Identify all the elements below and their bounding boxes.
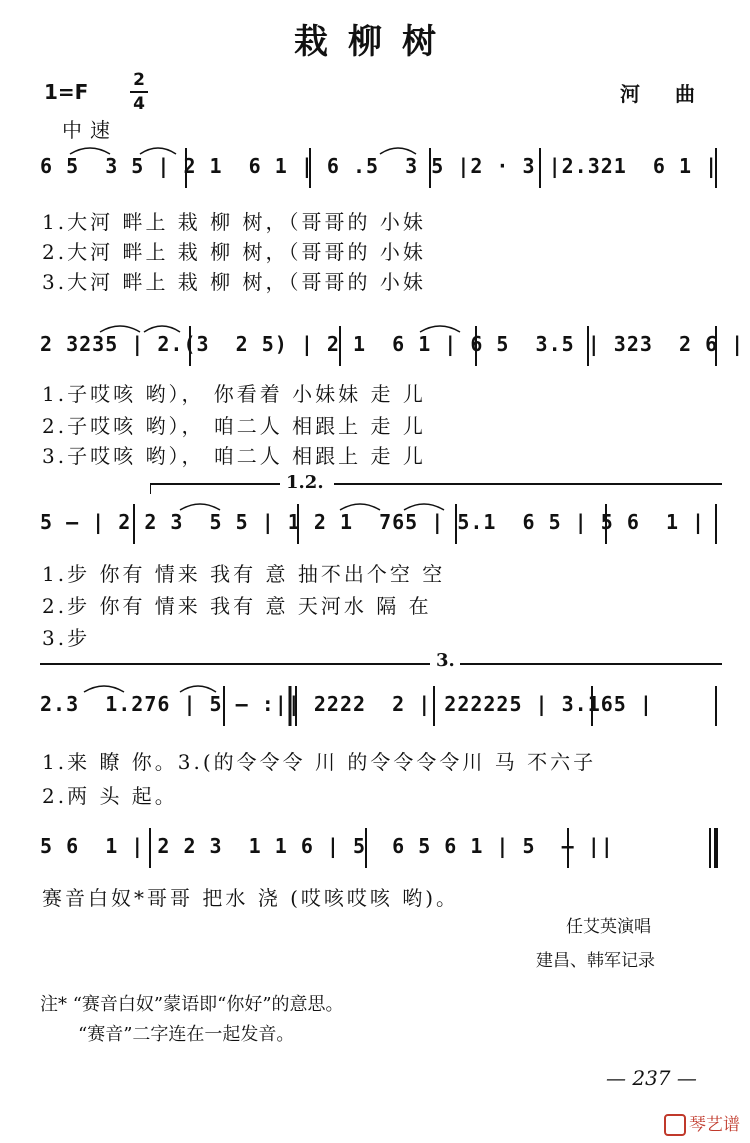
volta-3: [40, 650, 722, 672]
performer-credit: 任艾英演唱: [566, 917, 651, 937]
staff-2: [40, 320, 745, 376]
staff-4: [40, 680, 720, 736]
recorder-credit: 建昌、韩军记录: [536, 951, 655, 971]
volta-1-2-label: 1.2.: [286, 472, 324, 493]
staff-3-notes: 5 — | 2 2 3 5 5 | 1 2 1 765 | 5.1 6 5 | 5 6 1 |: [40, 510, 706, 534]
staff-1-lyric-1: 1.大河 畔上 栽 柳 树，（哥哥的 小妹: [42, 210, 426, 234]
staff-3-lyric-2: 2.步 你有 情来 我有 意 天河水 隔 在: [42, 594, 432, 618]
volta-1-2: [150, 472, 722, 494]
key-signature: 1=F: [44, 80, 89, 104]
song-origin: 河 曲: [620, 82, 709, 106]
staff-1-lyric-3: 3.大河 畔上 栽 柳 树，（哥哥的 小妹: [42, 270, 426, 294]
footnote-line-2: “赛音”二字连在一起发音。: [78, 1024, 295, 1045]
volta-3-label: 3.: [436, 650, 455, 671]
watermark-text: 琴艺谱: [689, 1115, 740, 1135]
meter-top: 2: [133, 70, 145, 90]
staff-2-lyric-1: 1.子哎咳 哟）， 你看着 小妹妹 走 儿: [42, 382, 426, 406]
staff-4-lyric-1: 1.来 瞭 你。3.(的令令令 川 的令令令令川 马 不六子: [42, 750, 597, 774]
page-number: — 237 —: [606, 1066, 697, 1090]
meter-line: [130, 91, 148, 93]
staff-5-notes: 5 6 1 | 2 2 3 1 1 6 | 5 6 5 6 1 | 5 — ||: [40, 834, 614, 858]
logo-mark-icon: [664, 1114, 686, 1136]
staff-3-lyric-3: 3.步: [42, 626, 91, 650]
staff-5-lyric-1: 赛音白奴*哥哥 把水 浇 (哎咳哎咳 哟)。: [42, 886, 460, 910]
staff-1-lyric-2: 2.大河 畔上 栽 柳 树，（哥哥的 小妹: [42, 240, 426, 264]
tempo-marking: 中速: [62, 118, 118, 142]
staff-2-notes: 2 3235 | 2.(3 2 5) | 2 1 6 1 | 6 5 3.5 | 323 2 6 |: [40, 332, 745, 356]
staff-3-lyric-1: 1.步 你有 情来 我有 意 抽不出个空 空: [42, 562, 446, 586]
staff-3: [40, 498, 720, 554]
staff-4-notes: 2.3 1.276 | 5 — :|| 2222 2 | 222225 | 3.165 |: [40, 692, 653, 716]
staff-2-lyric-2: 2.子哎咳 哟）， 咱二人 相跟上 走 儿: [42, 414, 426, 438]
staff-5: [40, 822, 720, 878]
time-signature: [128, 70, 150, 114]
volta-1-2-bracket: [150, 478, 722, 494]
watermark-logo: [664, 1110, 740, 1136]
meter-bottom: 4: [133, 94, 145, 114]
staff-4-lyric-2: 2.两 头 起。: [42, 784, 178, 808]
staff-1: [40, 142, 720, 198]
footnote-line-1: 注* “赛音白奴”蒙语即“你好”的意思。: [40, 994, 344, 1015]
staff-1-notes: 6 5 3 5 | 2 1 6 1 | 6 .5 3 5 |2 · 3 |2.321 6 1 |: [40, 154, 719, 178]
page-title: 栽柳树: [294, 22, 456, 62]
staff-2-lyric-3: 3.子哎咳 哟）， 咱二人 相跟上 走 儿: [42, 444, 426, 468]
volta-3-bracket: [40, 656, 722, 672]
